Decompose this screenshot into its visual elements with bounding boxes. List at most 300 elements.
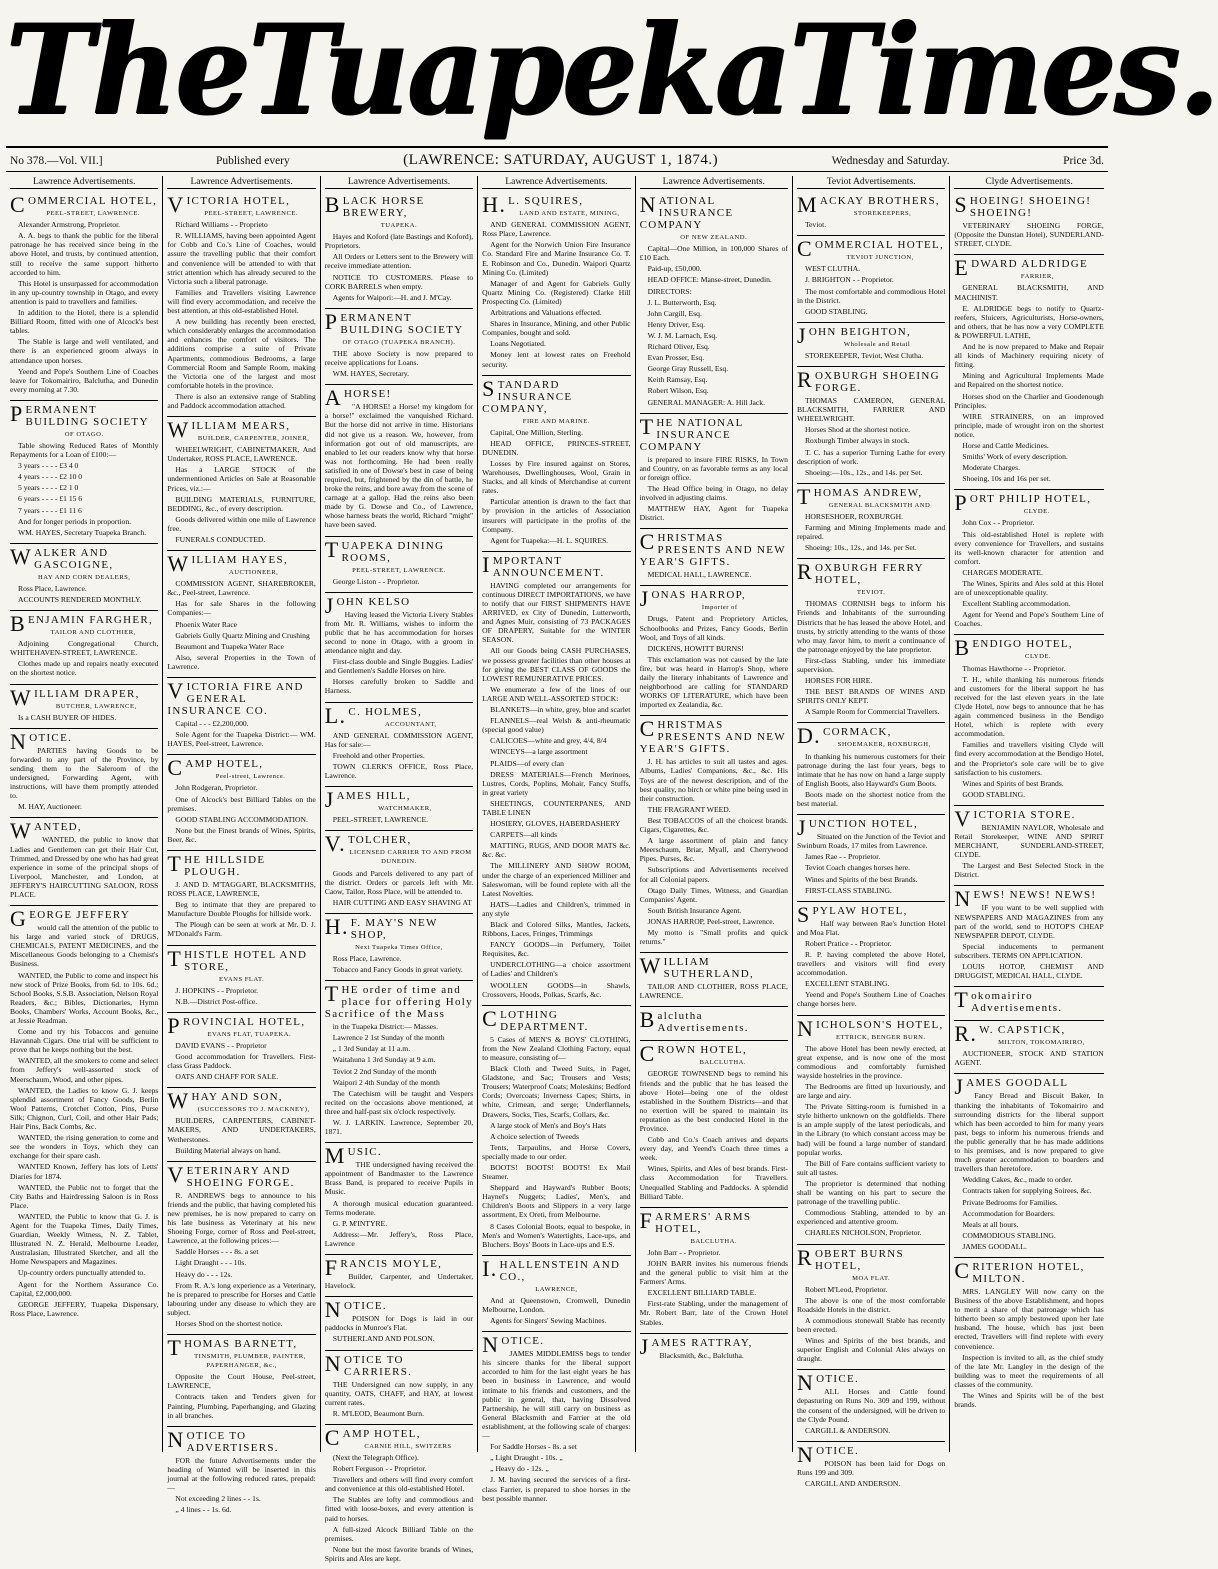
- ad-paragraph: John Cox - - Proprietor.: [962, 518, 1035, 528]
- column-5: [636, 176, 793, 1452]
- ad-paragraph: Beg to intimate that they are prepared to Manufacture Double Ploughs for hillside work.: [167, 900, 316, 919]
- ad-paragraph: Yeend and Pope's Southern Line of Coaches change horses here.: [796, 990, 946, 1009]
- advertisement: [797, 1442, 945, 1494]
- ad-paragraph: South British Insurance Agent.: [647, 905, 742, 915]
- ad-paragraph: This old-established Hotel is replete with every convenience for Travellers, and sustains its well-known character for attention and comfort.: [954, 529, 1104, 566]
- ad-body: [797, 351, 945, 360]
- ad-paragraph: Having leased the Victoria Livery Stables from Mr. R. Williams, wishes to inform the public that he has accommodation for horses second to none in Otago, with a groom in attendance night and day.: [324, 609, 474, 656]
- ad-paragraph: 7 years - - - - £1 11 6: [18, 505, 82, 515]
- ad-paragraph: Has for sale Shares in the following Companies:—: [167, 599, 316, 618]
- advertisement: [10, 611, 158, 684]
- advertisement: [954, 255, 1103, 490]
- ad-body: [797, 264, 945, 315]
- ad-paragraph: In addition to the Hotel, there is a splendid Billiard Room, fitted with one of Alcock's best tables.: [10, 308, 159, 336]
- ad-body: [10, 639, 158, 677]
- ad-headline: Tokomairiro Advertisements.: [954, 987, 1063, 1015]
- section-heading: Clyde Advertisements.: [954, 176, 1103, 189]
- ad-paragraph: FUNERALS CONDUCTED.: [175, 535, 266, 544]
- ad-body: [954, 221, 1103, 248]
- ad-headline: GEORGE JEFFERY: [10, 906, 131, 932]
- ad-paragraph: The Private Sitting-room is furnished in a style hitherto unknown on the goldfields. There is an ample supply of the latest periodicals, and in the Library (to which constant access may be had) will be found a large number of standard popular works.: [796, 1102, 946, 1157]
- ad-body: [167, 1191, 315, 1328]
- advertisement: [325, 593, 473, 703]
- ad-paragraph: Horse and Cattle Medicines.: [962, 440, 1049, 450]
- ad-headline: I.HALLENSTEIN AND CO.,: [482, 1255, 621, 1283]
- advertisement: [167, 678, 315, 755]
- ad-paragraph: W. J. LARKIN. Lawrence, September 20, 1871.: [324, 1118, 474, 1137]
- ad-paragraph: GENERAL BLACKSMITH, AND MACHINIST.: [954, 283, 1104, 302]
- ad-body: [482, 1035, 630, 1249]
- ad-subheading: PEEL-STREET, LAWRENCE.: [204, 210, 299, 218]
- published-every: Published every: [215, 155, 290, 167]
- ad-headline: FARMERS' ARMS HOTEL,: [639, 1207, 752, 1235]
- ad-paragraph: John Cargill, Esq.: [647, 308, 702, 318]
- advertisement: [640, 586, 788, 716]
- ad-paragraph: Come and try his Tobaccos and genuine Havannah Cigars. One trial will be sufficient to prove that he keeps nothing but the best.: [10, 1027, 159, 1055]
- advertisement: [797, 367, 945, 484]
- ad-paragraph: SUTHERLAND AND POLSON.: [332, 1334, 435, 1344]
- ad-paragraph: J. AND D. M'TAGGART, BLACKSMITHS, ROSS PLACE, LAWRENCE,: [167, 879, 316, 899]
- advertisement: [640, 1208, 788, 1334]
- ad-headline: THE order of time and place for offering Holy Sacrifice of the Mass: [324, 981, 473, 1021]
- ad-subheading: TAILOR AND CLOTHIER,: [50, 629, 136, 637]
- ad-paragraph: Roxburgh Timber always in stock.: [804, 436, 910, 446]
- ad-headline: TUAPEKA DINING ROOMS,: [324, 536, 445, 564]
- ad-paragraph: A choice selection of Tweeds: [490, 1131, 579, 1141]
- ad-body: [954, 903, 1103, 980]
- ad-paragraph: (Next the Telegraph Office).: [332, 1452, 419, 1462]
- ad-headline: Balclutha Advertisements.: [639, 1007, 749, 1035]
- dateline: [10, 152, 1104, 168]
- ad-paragraph: Up-country orders punctually attended to.: [18, 1268, 146, 1278]
- advertisement: [10, 685, 158, 729]
- ad-paragraph: Excellent Stabling accommodation.: [962, 599, 1071, 609]
- ad-paragraph: EXCELLENT STABLING.: [804, 979, 890, 989]
- ad-paragraph: Capital—One Million, in 100,000 Shares of £10 Each.: [639, 244, 788, 263]
- advertisement: [954, 987, 1103, 1021]
- ad-paragraph: We enumerate a few of the lines of our LARGE AND WELL-ASSORTED STOCK:: [482, 684, 631, 703]
- ad-paragraph: Horses Shod at the shortest notice.: [804, 425, 910, 435]
- ad-headline: L.C. HOLMES,: [324, 702, 423, 728]
- ad-paragraph: WM. HAYES, Secretary.: [332, 369, 409, 379]
- ad-paragraph: Teviot 2 2nd Sunday of the month: [332, 1066, 437, 1076]
- ad-paragraph: FLANNELS—real Welsh & anti-rheumatic (special good value): [482, 716, 631, 735]
- ad-paragraph: 6 years - - - - £1 15 6: [18, 494, 83, 504]
- ad-paragraph: J. L. Butterworth, Esq.: [647, 297, 717, 307]
- ad-paragraph: Light Draught - - - 10s.: [175, 1258, 247, 1268]
- masthead-rule: [6, 146, 1108, 148]
- ad-paragraph: PLAIDS—of every clan: [490, 758, 564, 768]
- ad-body: [954, 283, 1103, 483]
- ad-paragraph: Ross Place, Lawrence.: [18, 583, 87, 593]
- ad-body: [954, 1287, 1103, 1409]
- ad-paragraph: Shoeing, 10s and 16s per set.: [962, 474, 1051, 484]
- ad-paragraph: R. ANDREWS begs to announce to his friends and the public, that having completed his new premises, he is now prepared to carry on his late business as Veterinary at his new Shoeing Forge, corner of Ross and Peel-street, Lawrence, at the following prices:—: [167, 1190, 316, 1246]
- column-6: [793, 176, 950, 1488]
- ad-headline: CAMP HOTEL,: [167, 755, 264, 781]
- ad-body: [640, 570, 788, 579]
- ad-paragraph: All our Goods being CASH PURCHASES, we possess greater facilities than other houses at for giving the BEST CLASS OF GOODS the LOWEST REMUNERATIVE PRICES.: [482, 646, 631, 683]
- ad-paragraph: CARGILL AND ANDERSON.: [804, 1479, 901, 1488]
- ad-headline: FRANCIS MOYLE,: [324, 1255, 443, 1281]
- advertisement: [325, 1297, 473, 1350]
- ad-body: [325, 1022, 473, 1136]
- ad-subheading: OF OTAGO.: [64, 430, 104, 438]
- ad-paragraph: „ 1 3rd Sunday at 11 a.m.: [332, 1044, 411, 1054]
- ad-paragraph: Robert Pratice - - Proprietor.: [804, 938, 892, 948]
- section-heading: Lawrence Advertisements.: [482, 176, 630, 189]
- ad-body: [167, 579, 315, 671]
- advertisement: [954, 1021, 1103, 1074]
- ad-paragraph: James Rae - - Proprietor.: [804, 852, 881, 862]
- advertisement: [10, 729, 158, 819]
- ad-paragraph: BOOTS! BOOTS! BOOTS! Ex Mail Steamer.: [482, 1162, 631, 1182]
- ad-headline: VICTORIA HOTEL,: [167, 192, 291, 218]
- advertisement: [325, 1425, 473, 1569]
- ad-paragraph: Agent for Yeend and Pope's Southern Line of Coaches.: [954, 610, 1104, 629]
- columns: [6, 176, 1108, 1563]
- ad-paragraph: Agent for the Norwich Union Fire Insurance Co. Standard Fire and Marine Insurance Co. T. E. Robinson and Co., Dunedin. Waipori Quartz Mining Co. (Limited): [482, 240, 631, 277]
- ad-paragraph: The Head Office being in Otago, no delay involved in adjusting claims.: [639, 483, 788, 502]
- ad-paragraph: Horses carefully broken to Saddle and Harness.: [324, 677, 474, 696]
- ad-paragraph: WM. HAYES, Secretary Tuapeka Branch.: [18, 527, 147, 537]
- ad-body: [640, 1069, 788, 1200]
- ad-paragraph: For Saddle Horses - 8s. a set: [490, 1442, 577, 1452]
- ad-paragraph: FANCY GOODS—in Perfumery, Toilet Requisites, &c.: [482, 940, 631, 959]
- ad-paragraph: First-rate Stabling, under the management of Mr. Robert Barr, late of the Crown Hotel Stables.: [639, 1299, 788, 1327]
- ad-body: [167, 986, 315, 1006]
- advertisement: [640, 192, 788, 414]
- ad-paragraph: THOMAS CORNISH begs to inform his Friends and Inhabitants of the surrounding Districts that he has leased the above Hotel, and trusts, by strictly attending to the wants of those who may favor him, to merit a continuance of the patronage enjoyed by the late proprietor.: [796, 599, 946, 654]
- ad-headline: STANDARD INSURANCE COMPANY,: [482, 375, 573, 415]
- ad-body: [797, 396, 945, 477]
- ad-headline: CLOTHING DEPARTMENT.: [482, 1005, 589, 1033]
- ad-headline: EDWARD ALDRIDGE: [954, 255, 1088, 281]
- ad-paragraph: Phoenix Water Race: [175, 619, 238, 629]
- advertisement: [640, 529, 788, 586]
- advertisement: [640, 1334, 788, 1366]
- ad-paragraph: Tobacco and Fancy Goods in great variety.: [332, 965, 463, 975]
- ad-paragraph: George Gray Russell, Esq.: [647, 364, 729, 374]
- ad-headline: NOTICE.: [482, 1332, 545, 1358]
- ad-paragraph: Beaumont and Tuapeka Water Race: [175, 641, 284, 651]
- ad-paragraph: GOOD STABLING ACCOMMODATION.: [175, 814, 308, 824]
- ad-paragraph: JAMES MIDDLEMISS begs to tender his sincere thanks for the liberal support accorded to him for the last eight years he has been in business in Lawrence, and would intimate to his friends and customers, and the public in general, that, having Dissolved Partnership, he will still carry on business as General Blacksmith and Farrier at the old establishment, at the following scale of charges:—: [482, 1349, 631, 1441]
- ad-paragraph: MEDICAL HALL, LAWRENCE.: [647, 570, 752, 580]
- ad-paragraph: First-class Stabling, under his immediate supervision.: [796, 655, 946, 674]
- ad-paragraph: Otago Daily Times, Witness, and Guardian Companies' Agent.: [639, 885, 788, 904]
- ad-headline: CROWN HOTEL,: [639, 1041, 747, 1067]
- ad-paragraph: Lawrence 2 1st Sunday of the month: [332, 1033, 445, 1043]
- advertisement: [10, 818, 158, 906]
- ad-paragraph: And at Queenstown, Cromwell, Dunedin Melbourne, London.: [482, 1295, 631, 1314]
- ad-paragraph: My motto is "Small profits and quick returns.": [639, 927, 788, 947]
- ad-body: [325, 1272, 473, 1290]
- ad-paragraph: ACCOUNTS RENDERED MONTHLY.: [18, 595, 142, 604]
- column-1: [6, 176, 163, 1452]
- ad-paragraph: would call the attention of the public to his large and varied stock of DRUGS, CHEMICALS, PATENT MEDICINES, and the Miscellaneous Goods belonging to a Chemist's Business.: [10, 923, 159, 969]
- ad-headline: COMMERCIAL HOTEL,: [796, 236, 945, 262]
- ad-paragraph: THE BEST BRANDS OF WINES AND SPIRITS ONLY KEPT.: [796, 687, 946, 706]
- ad-paragraph: HAVING completed our arrangements for continuous DIRECT IMPORTATIONS, we have to notify that our FIRST SHIPMENTS HAVE ARRIVED, ex City of Dunedin, Lutterworth, and Agnes Muir, consisting of 73 PACKAGES OF DRAPERY, Suitable for the WINTER SEASON.: [482, 580, 631, 645]
- advertisement: [954, 1074, 1103, 1258]
- ad-paragraph: W. J. M. Larnach, Esq.: [647, 330, 718, 340]
- ad-headline: JAMES GOODALL: [954, 1074, 1069, 1100]
- ad-paragraph: Robert Wilson, Esq.: [647, 386, 709, 396]
- advertisement: [325, 1255, 473, 1297]
- ad-paragraph: BUILDING MATERIALS, FURNITURE, BEDDING, &c., of every description.: [167, 494, 316, 513]
- ad-paragraph: „ Heavy do - 12s. „: [490, 1464, 549, 1474]
- ad-paragraph: SHEETINGS, COUNTERPANES, AND TABLE LINEN: [482, 798, 631, 817]
- ad-paragraph: All Orders or Letters sent to the Brewery will receive immediate attention.: [324, 252, 474, 271]
- ad-subheading: TEVIOT.: [856, 589, 886, 597]
- ad-paragraph: in the Tuapeka District:— Masses.: [332, 1022, 439, 1032]
- ad-paragraph: Horses Shod on the shortest notice.: [175, 1318, 283, 1328]
- ad-headline: IMPORTANT ANNOUNCEMENT.: [482, 551, 605, 579]
- ad-paragraph: First-class double and Single Buggies. Ladies' and Gentlemen's Saddle Horses on hire.: [324, 657, 474, 676]
- ad-subheading: PEEL-STREET, LAWRENCE.: [352, 566, 446, 574]
- ad-paragraph: The proprietor is determined that nothing shall be wanting on his part to secure the patronage of the travelling public.: [796, 1178, 946, 1207]
- ad-body: [482, 581, 630, 999]
- ad-paragraph: Good accommodation for Travellers. First-class Grass Paddock.: [167, 1052, 316, 1071]
- ad-paragraph: WANTED, the Public not to forget that the City Baths and Hairdressing Saloon is in Ross Place.: [10, 1182, 159, 1210]
- ad-subheading: CLYDE.: [1023, 508, 1050, 516]
- ad-paragraph: PEEL-STREET, LAWRENCE.: [332, 815, 428, 825]
- ad-paragraph: Table showing Reduced Rates of Monthly Repayments for a Loan of £100:—: [10, 440, 159, 460]
- ad-subheading: CLYDE.: [1025, 653, 1052, 661]
- ad-paragraph: Heavy do - - - 12s.: [175, 1269, 233, 1279]
- ad-paragraph: Goods and Parcels delivered to any part of the district. Orders or parcels left with Mr. Caow, Tailor, Ross Place, will be attended to.: [324, 868, 474, 896]
- ad-paragraph: Has a LARGE STOCK of the undermentioned Articles on Sale at Reasonable Prices, viz.:—: [167, 465, 316, 493]
- ad-body: [325, 1453, 473, 1563]
- ad-paragraph: 8 Cases Colonial Boots, equal to bespoke, in Men's and Women's Watertights, Lace-ups, and Bluchers. Boys' Boots in Lace-ups and E.S.: [482, 1221, 631, 1249]
- ad-paragraph: Losses by Fire insured against on Stores, Warehouses, Dwellinghouses, Wool, Grain in Stacks, and all kinds of Merchandise at current rates.: [482, 458, 631, 496]
- ad-paragraph: HATS—Ladies and Children's, trimmed in any style: [482, 899, 631, 918]
- advertisement: [167, 1013, 315, 1088]
- ad-subheading: EVANS FLAT, TUAPEKA.: [207, 1030, 292, 1038]
- ad-subheading: MOA FLAT.: [852, 1274, 891, 1282]
- ad-body: [640, 455, 788, 523]
- ad-paragraph: Inspection is invited to all, as the chief study of the late Mr. Langley in the design of the building was to meet the requirements of all classes of the community.: [954, 1352, 1104, 1389]
- ad-paragraph: Agents for Singers' Sewing Machines.: [490, 1316, 607, 1326]
- ad-headline: CRITERION HOTEL, MILTON.: [954, 1257, 1085, 1285]
- ad-headline: BENDIGO HOTEL,: [954, 635, 1073, 661]
- advertisement: [325, 787, 473, 831]
- advertisement: [797, 323, 945, 367]
- ad-subheading: BUTCHER, LAWRENCE,: [55, 702, 137, 710]
- ad-paragraph: Horses shod on the Charlier and Goodenough Principles.: [954, 391, 1104, 410]
- ad-headline: PROVINCIAL HOTEL,: [167, 1012, 306, 1038]
- ad-subheading: EVANS FLAT.: [218, 975, 265, 983]
- ad-paragraph: Black Cloth and Tweed Suits, in Paget, Gladstone, and Sac; Trousers and Vests; Trousers; Waterproof Coats; Moleskins; Bedford Cords; Overcoats; Inverness Capes; Shirts, in white, Crimean, and serge; Underflannels, Drawers, Socks, Ties, Scarfs, Collars, &c.: [482, 1064, 631, 1119]
- ad-paragraph: Boots made on the shortest notice from the best material.: [796, 789, 946, 809]
- ad-paragraph: 5 years - - - - £2 1 0: [18, 483, 79, 493]
- advertisement: [640, 716, 788, 953]
- ad-paragraph: Families and travellers visiting Clyde will find every accommodation at the Bendigo Hotel, and the Proprietor's sole care will be to give satisfaction to his customers.: [954, 740, 1104, 777]
- ad-headline: THOMAS BARNETT,: [167, 1335, 298, 1361]
- advertisement: [325, 385, 473, 536]
- ad-headline: NOTICE.: [796, 1370, 860, 1396]
- ad-paragraph: Situated on the Junction of the Teviot and Swinburn Roads, 17 miles from Lawrence.: [796, 832, 946, 851]
- ad-subheading: TUAPEKA.: [380, 222, 418, 230]
- advertisement: [167, 946, 315, 1013]
- ad-body: [167, 1456, 315, 1515]
- ad-paragraph: R. P. having completed the above Hotel, travellers and visitors will find every accommodation.: [796, 949, 946, 978]
- ad-paragraph: Is a CASH BUYER OF HIDES.: [18, 712, 117, 722]
- ad-paragraph: Freehold and other Properties.: [332, 750, 425, 760]
- ad-paragraph: IF you want to be well supplied with NEWSPAPERS AND MAGAZINES from any part of the world, send to HOTOP'S CHEAP NEWSPAPER DEPOT, CLYDE.: [954, 903, 1104, 940]
- ad-paragraph: 3 years - - - - £3 4 0: [18, 461, 79, 471]
- advertisement: [797, 192, 945, 236]
- ad-subheading: MILTON, TOKOMAIRIRO,: [998, 1039, 1085, 1047]
- ad-paragraph: Meals at all hours.: [962, 1219, 1019, 1229]
- ad-paragraph: GEORGE JEFFERY, Tuapeka Dispensary, Ross Place, Lawrence.: [10, 1299, 159, 1318]
- ad-paragraph: CHARGES MODERATE.: [962, 567, 1043, 577]
- advertisement: [797, 815, 945, 902]
- ad-headline: WILLIAM MEARS,: [167, 417, 291, 443]
- ad-paragraph: The most comfortable and commodious Hotel in the District.: [796, 286, 946, 305]
- ad-paragraph: Wines and Spirits of the best Brands.: [804, 874, 918, 884]
- ad-paragraph: JAMES GOODALL.: [962, 1241, 1027, 1251]
- ad-paragraph: Loans Negotiated.: [490, 339, 546, 349]
- ad-paragraph: Shares in Insurance, Mining, and other Public Companies, bought and sold.: [482, 319, 631, 338]
- advertisement: [797, 1016, 945, 1245]
- column-7: [950, 176, 1107, 1452]
- ad-subheading: ETTRICK, BENGER BURN.: [835, 1033, 926, 1041]
- ad-paragraph: Ross Place, Lawrence.: [332, 953, 402, 963]
- ad-paragraph: Capital - - - £2,200,000.: [175, 719, 249, 729]
- ad-body: [325, 869, 473, 907]
- ad-paragraph: WHEELWRIGHT, CABINETMAKER, And Undertaker, ROSS PLACE, LAWRENCE.: [167, 445, 316, 464]
- ad-body: [954, 664, 1103, 799]
- ad-body: [10, 713, 158, 722]
- ad-body: [640, 982, 788, 1000]
- ad-paragraph: The Wines, Spirits and Ales sold at this Hotel are of unexceptionable quality.: [954, 579, 1104, 598]
- ad-paragraph: Travellers and others will find every comfort and convenience at this old-established Hotel.: [324, 1475, 474, 1494]
- ad-subheading: PEEL-STREET, LAWRENCE.: [46, 210, 141, 218]
- ad-paragraph: POISON for Dogs is laid in our paddocks in Munroe's Flat.: [324, 1314, 474, 1333]
- ad-paragraph: WANTED, the public to know that Ladies and Gentlemen can get their Hair Cut, Trimmed, and Dressed by one who has had great experience in some of the principal shops of Liverpool, Manchester, and London, at JEFFERY'S HAIRCUTTING SALOON, ROSS PLACE.: [10, 835, 159, 899]
- ad-paragraph: From R. A.'s long experience as a Veterinary, he is prepared to prescribe for Horses and Cattle labouring under any disease to which they are subject.: [167, 1280, 316, 1317]
- ad-subheading: ACCOUNTANT,: [384, 720, 437, 728]
- section-heading: Lawrence Advertisements.: [167, 176, 315, 189]
- ad-paragraph: E. ALDRIDGE begs to notify to Quartz-reefers, Sluicers, Agriculturists, Horse-owners, and others, that he has now a very COMPLETE & POWERFUL LATHE,: [954, 303, 1104, 340]
- ad-body: [482, 1296, 630, 1325]
- advertisement: [10, 906, 158, 1324]
- ad-body: [797, 1459, 945, 1488]
- ad-body: [797, 1285, 945, 1364]
- ad-body: [10, 835, 158, 899]
- ad-paragraph: And for longer periods in proportion.: [18, 516, 132, 526]
- ad-body: [797, 1387, 945, 1434]
- advertisement: [325, 981, 473, 1143]
- ad-paragraph: The Stable is large and well ventilated, and there is an experienced groom always in attendance upon horses.: [10, 337, 159, 365]
- ad-paragraph: WINCEYS—a large assortment: [490, 747, 588, 757]
- ad-paragraph: Keith Ramsay, Esq.: [647, 375, 708, 385]
- ad-headline: JONAS HARROP,: [639, 586, 746, 612]
- ad-paragraph: Cobb and Co.'s Coach arrives and departs every day, and Yeend's Coach three times a week.: [639, 1135, 788, 1163]
- ad-paragraph: Black and Colored Silks, Mantles, Jackets, Ribbons, Laces, Fringes, Trimmings: [482, 920, 631, 939]
- ad-headline: NOTICE.: [10, 728, 73, 754]
- ad-paragraph: PARTIES having Goods to be forwarded to any part of the Province, by sending them to the Saleroom of the undersigned, Forwarding Agent, with instructions, will have them promptly attended to.: [10, 745, 159, 801]
- ad-paragraph: Particular attention is drawn to the fact that by provision in the articles of Association insurers will participate in the profits of the Company.: [482, 497, 631, 534]
- ad-headline: CHRISTMAS PRESENTS AND NEW YEAR'S GIFTS.: [639, 716, 786, 756]
- ad-paragraph: OATS AND CHAFF FOR SALE.: [175, 1072, 279, 1082]
- advertisement: [954, 192, 1103, 255]
- ad-headline: NOTICE TO ADVERTISERS.: [167, 1426, 279, 1454]
- ad-headline: WALKER AND GASCOIGNE,: [10, 543, 114, 571]
- ad-paragraph: FOR the future Advertisements under the heading of Wanted will be inserted in this journal at the following reduced rates, prepaid:—: [167, 1455, 316, 1492]
- ad-paragraph: Clothes made up and repairs neatly executed on the shortest notice.: [10, 659, 159, 678]
- ad-paragraph: TOWN CLERK'S OFFICE, Ross Place, Lawrence.: [324, 761, 474, 781]
- advertisement: [325, 1143, 473, 1255]
- ad-paragraph: Contracts taken for supplying Soirees, &c.: [962, 1186, 1092, 1196]
- ad-paragraph: WANTED Known, Jeffery has lots of Letts' Diaries for 1874.: [10, 1162, 159, 1181]
- ad-body: [797, 919, 945, 1009]
- ad-paragraph: AND GENERAL COMMISSION AGENT, Has for sale:—: [324, 730, 474, 749]
- advertisement: [954, 490, 1103, 635]
- ad-paragraph: Teviot.: [804, 220, 827, 230]
- ad-paragraph: CALICOES—white and grey, 4/4, 8/4: [490, 736, 607, 746]
- ad-body: [167, 719, 315, 748]
- ad-paragraph: In thanking his numerous customers for their patronage during the last four years, begs to intimate that he has now on hand a large supply of English Boots, also Hayward's Gum Boots.: [796, 751, 946, 788]
- ad-headline: WHAY AND SON,: [167, 1088, 283, 1114]
- ad-paragraph: Arbitrations and Valuations effected.: [490, 308, 602, 318]
- ad-paragraph: Special inducements to permanent subscribers. TERMS ON APPLICATION.: [954, 941, 1104, 960]
- ad-paragraph: HEAD OFFICE: Manse-street, Dunedin.: [647, 275, 772, 285]
- ad-headline: WANTED,: [10, 818, 82, 844]
- ad-paragraph: Wedding Cakes, &c., made to order.: [962, 1175, 1073, 1185]
- ad-subheading: BUILDER, CARPENTER, JOINER,: [197, 435, 310, 443]
- ad-headline: SPYLAW HOTEL,: [796, 901, 908, 927]
- ad-paragraph: Adjoining Congregational Church, WHITEHAVEN-STREET, LAWRENCE.: [10, 639, 159, 658]
- ad-paragraph: Shoeing:—10s., 12s., and 14s. per Set.: [804, 467, 923, 477]
- ad-paragraph: is prepared to insure FIRE RISKS, In Town and Country, on as favorable terms as any local or foreign office.: [639, 454, 788, 482]
- ad-paragraph: A large assortment of plain and fancy Meerschaum, Briar, Myall, and Cherrywood Pipes. Purses, &c.: [639, 836, 788, 864]
- column-2: [163, 176, 320, 1515]
- advertisement: [167, 417, 315, 551]
- ad-body: [325, 232, 473, 302]
- ad-paragraph: THE undersigned having received the appointment of Bandmaster to the Lawrence Brass Band, is prepared to receive Pupils in Music.: [324, 1160, 474, 1197]
- ad-subheading: SHOEMAKER, ROXBURGH,: [837, 741, 931, 749]
- ad-paragraph: Yeend and Pope's Southern Line of Coaches leave for Tokomairiro, Balclutha, and Dunedin every morning at 7.30.: [10, 366, 159, 394]
- ad-body: [797, 752, 945, 809]
- ad-paragraph: M. HAY, Auctioneer.: [18, 802, 82, 812]
- ad-paragraph: WANTED, the rising generation to come and see the wonders in Toys, which they can exchange for their spare cash.: [10, 1133, 159, 1161]
- masthead-word-2: Tuapeka: [248, 0, 790, 143]
- ad-paragraph: TAILOR AND CLOTHIER, ROSS PLACE, LAWRENCE.: [639, 982, 788, 1001]
- ad-paragraph: WANTED, all the smokers to come and select from Jeffery's well-assorted stock of Meerschaum, Wood, and other pipes.: [10, 1056, 159, 1084]
- ad-headline: PERMANENT BUILDING SOCIETY: [10, 400, 149, 428]
- advertisement: [482, 552, 630, 1006]
- ad-paragraph: A full-sized Alcock Billiard Table on the premises.: [324, 1524, 474, 1543]
- ad-paragraph: Alexander Armstrong, Proprietor.: [18, 220, 121, 230]
- ad-body: [325, 610, 473, 696]
- advertisement: [797, 559, 945, 723]
- ad-paragraph: A Sample Room for Commercial Travellers.: [804, 707, 940, 717]
- ad-paragraph: The Bedrooms are fitted up luxuriously, and are large and airy.: [796, 1082, 946, 1101]
- ad-paragraph: A. A. begs to thank the public for the liberal patronage he has received since being in the above Hotel, and trusts, by continued attention, still to receive the same support hitherto accorded to him.: [10, 231, 159, 277]
- ad-paragraph: HORSES FOR HIRE.: [804, 676, 873, 686]
- ad-paragraph: GOOD STABLING.: [804, 306, 868, 316]
- advertisement: [10, 192, 158, 401]
- ad-paragraph: Best TOBACCOS of all the choicest brands. Cigars, Cigarettes, &c.: [639, 815, 788, 835]
- ad-subheading: OF OTAGO (TUAPEKA BRANCH).: [342, 338, 456, 346]
- ad-headline: VICTORIA STORE.: [954, 805, 1076, 831]
- ad-headline: V.TOLCHER,: [324, 831, 412, 857]
- ad-paragraph: Wines and Spirits of best Brands.: [962, 778, 1064, 788]
- ad-subheading: FARRIER,: [1020, 273, 1054, 281]
